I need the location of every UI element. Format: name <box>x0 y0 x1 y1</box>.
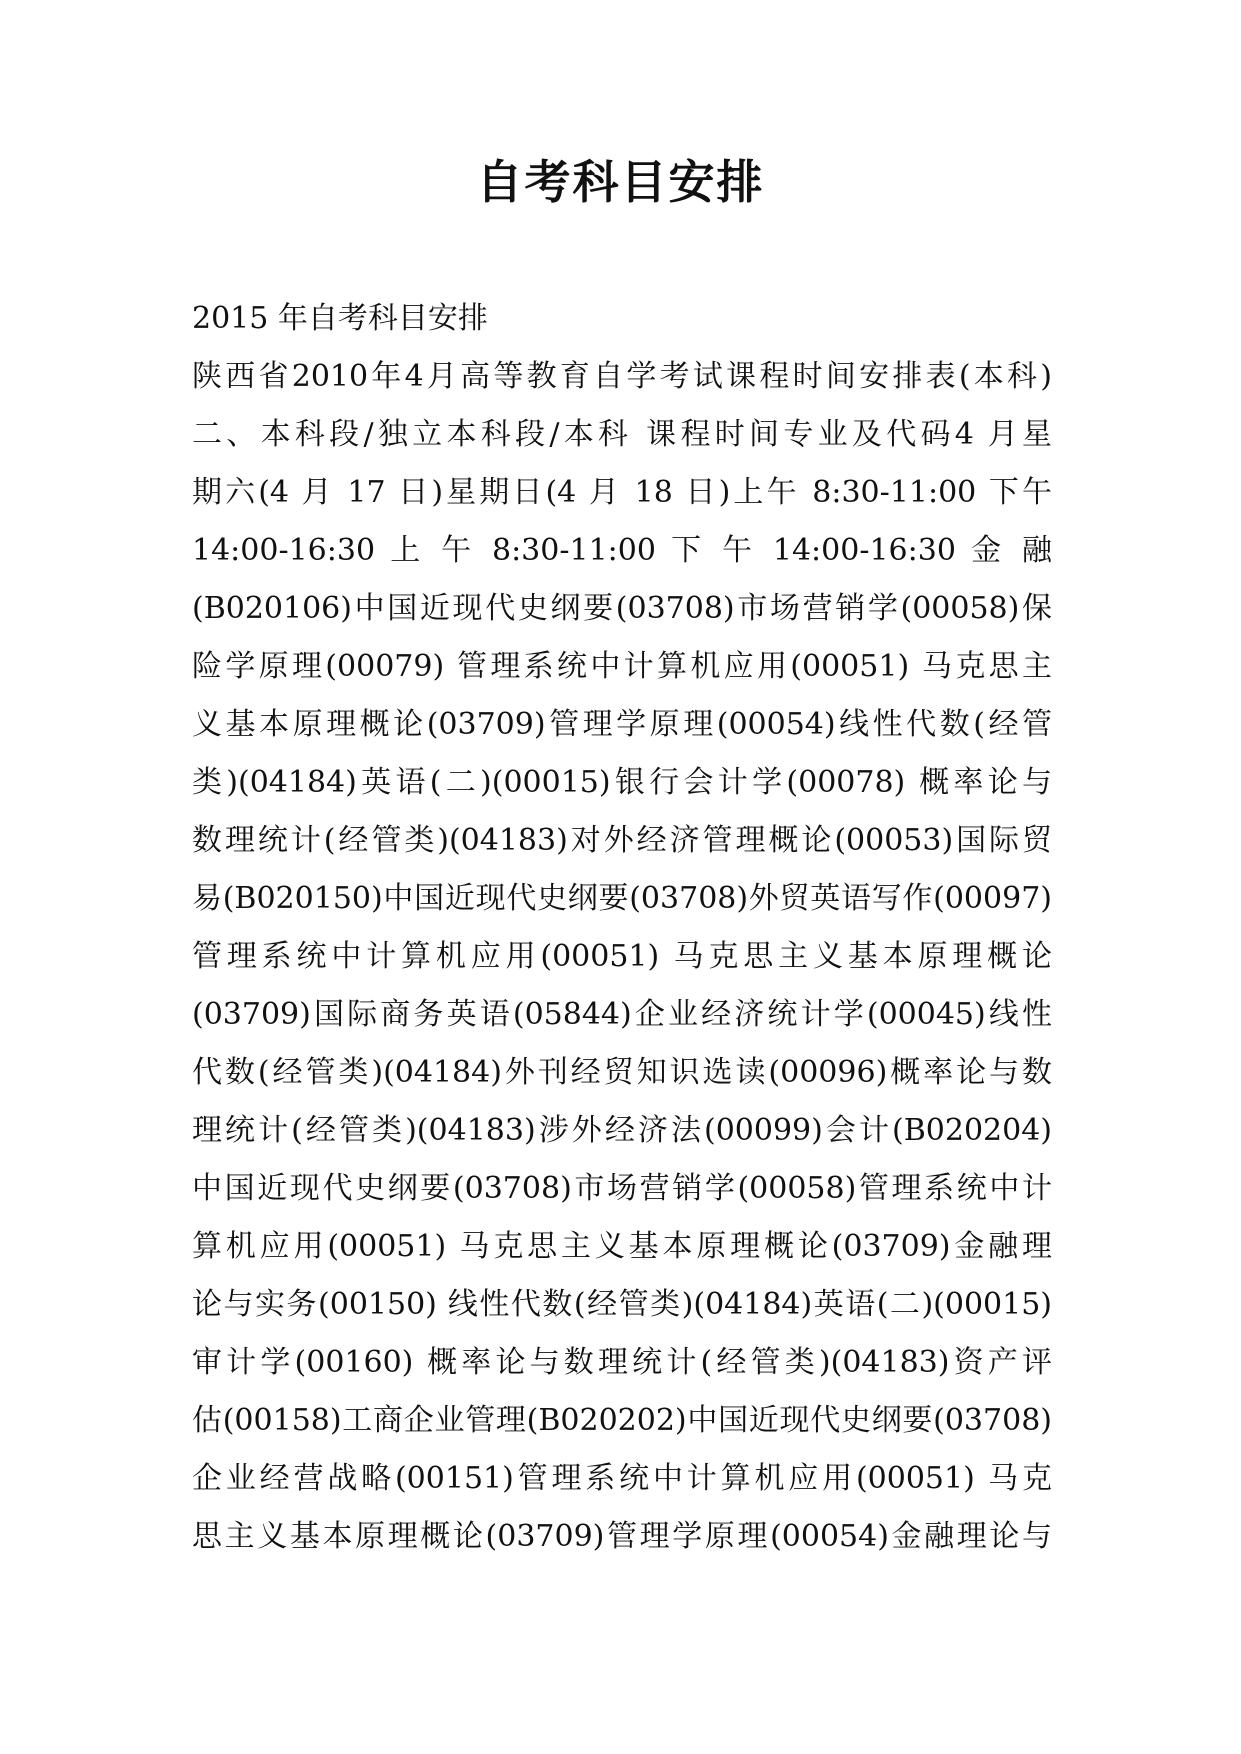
body-line: 险学原理(00079) 管理系统中计算机应用(00051) 马克思主 <box>192 649 1052 684</box>
body-line: 管理系统中计算机应用(00051) 马克思主义基本原理概论 <box>192 939 1052 974</box>
body-line: 2015 年自考科目安排 <box>192 301 488 336</box>
body-line: 算机应用(00051) 马克思主义基本原理概论(03709)金融理 <box>192 1229 1052 1264</box>
body-line: 陕西省2010年4月高等教育自学考试课程时间安排表(本科) <box>192 359 1052 394</box>
body-line: (B020106)中国近现代史纲要(03708)市场营销学(00058)保 <box>192 591 1052 626</box>
body-line: (03709)国际商务英语(05844)企业经济统计学(00045)线性 <box>192 997 1052 1032</box>
body-line: 论与实务(00150) 线性代数(经管类)(04184)英语(二)(00015) <box>192 1287 1052 1322</box>
body-line: 思主义基本原理概论(03709)管理学原理(00054)金融理论与 <box>192 1519 1052 1554</box>
body-line: 估(00158)工商企业管理(B020202)中国近现代史纲要(03708) <box>192 1403 1052 1438</box>
body-line: 企业经营战略(00151)管理系统中计算机应用(00051) 马克 <box>192 1461 1052 1496</box>
body-line: 14:00-16:30 上 午 8:30-11:00 下 午 14:00-16:30 金 融 <box>192 533 1052 568</box>
body-line: 二、本科段/独立本科段/本科 课程时间专业及代码4 月星 <box>192 417 1052 452</box>
body-line: 审计学(00160) 概率论与数理统计(经管类)(04183)资产评 <box>192 1345 1052 1380</box>
document-body <box>192 290 1052 1566</box>
body-line: 类)(04184)英语(二)(00015)银行会计学(00078) 概率论与 <box>192 765 1052 800</box>
document-title: 自考科目安排 <box>476 155 765 209</box>
body-line: 中国近现代史纲要(03708)市场营销学(00058)管理系统中计 <box>192 1171 1052 1206</box>
body-line: 义基本原理概论(03709)管理学原理(00054)线性代数(经管 <box>192 707 1052 742</box>
body-line: 理统计(经管类)(04183)涉外经济法(00099)会计(B020204) <box>192 1113 1052 1148</box>
body-line: 易(B020150)中国近现代史纲要(03708)外贸英语写作(00097) <box>192 881 1052 916</box>
body-line: 代数(经管类)(04184)外刊经贸知识选读(00096)概率论与数 <box>192 1055 1052 1090</box>
body-line: 期六(4 月 17 日)星期日(4 月 18 日)上午 8:30-11:00 下午 <box>192 475 1052 510</box>
body-line: 数理统计(经管类)(04183)对外经济管理概论(00053)国际贸 <box>192 823 1052 858</box>
